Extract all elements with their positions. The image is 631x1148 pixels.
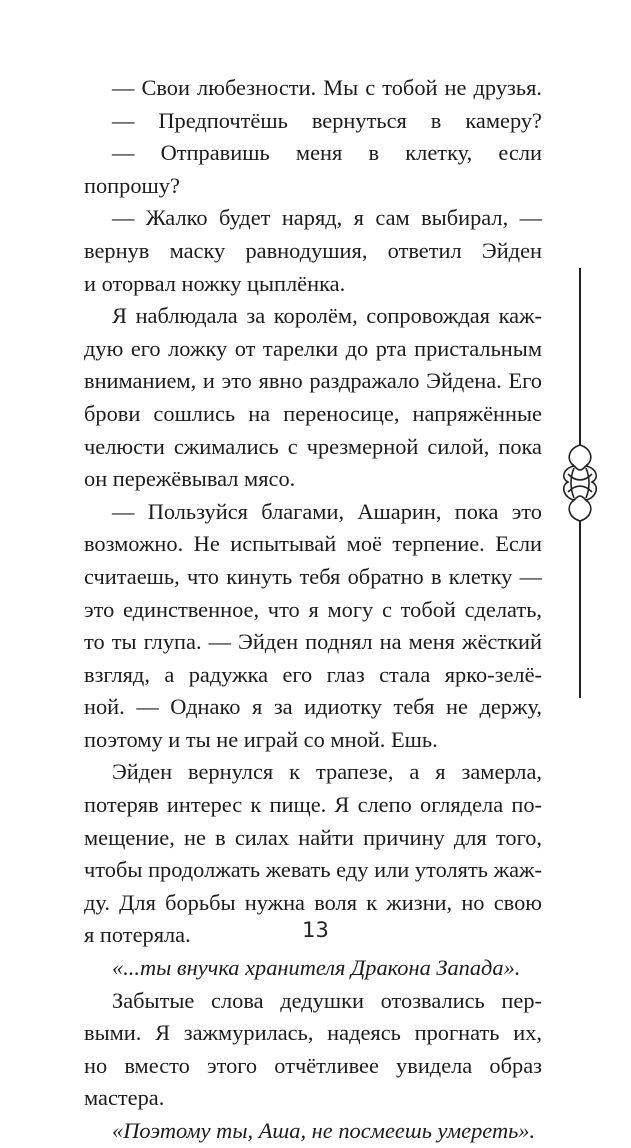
text-line: — Свои любезности. Мы с тобой не друзья. (112, 75, 542, 100)
text-line: — Предпочтёшь вернуться в камеру? (112, 107, 542, 133)
text-line: это единственное, что я могу с тобой сделать, (84, 596, 542, 622)
text-line: ду. Для борьбы нужна воля к жизни, но свою (84, 889, 542, 915)
text-line: взгляд, а радужка его глаз стала ярко-зелё- (84, 661, 542, 687)
text-line: поэтому и ты не играй со мной. Ешь. (84, 726, 438, 752)
text-line: дую его ложку от тарелки до рта пристальным (84, 335, 542, 361)
text-line: Я наблюдала за королём, сопровождая каж- (112, 303, 542, 329)
text-line: брови сошлись на переносице, напряжённые (84, 400, 542, 426)
page-body-text (84, 72, 542, 1148)
text-line: — Отправишь меня в клетку, если (112, 140, 542, 166)
text-line: я потеряла. (84, 922, 191, 948)
text-line: челюсти сжимались с чрезмерной силой, пока (84, 433, 542, 459)
text-line: Забытые слова дедушки отозвались пер- (112, 987, 542, 1013)
text-line: вниманием, и это явно раздражало Эйдена. Его (84, 368, 542, 394)
text-line: возможно. Не испытывай моё терпение. Если (84, 531, 542, 557)
text-line: — Жалко будет наряд, я сам выбирал, — (112, 205, 542, 231)
text-line: — Пользуйся благами, Ашарин, пока это (112, 498, 542, 524)
text-line: попрошу? (84, 172, 180, 198)
text-line: считаешь, что кинуть тебя обратно в клетку — (84, 563, 542, 589)
text-line-italic: «...ты внучка хранителя Дракона Запада». (112, 955, 521, 981)
text-line: выми. Я зажмурилась, надеясь прогнать их, (84, 1020, 542, 1046)
text-line: и оторвал ножку цыплёнка. (84, 270, 346, 296)
text-line-italic: «Поэтому ты, Аша, не посмеешь умереть». (112, 1118, 536, 1143)
page-number: 13 (302, 918, 329, 942)
text-line: то ты глупа. — Эйден поднял на меня жёсткий (84, 629, 542, 655)
text-line: он пережёвывал мясо. (84, 466, 296, 492)
knot-ornament-icon (558, 268, 602, 698)
text-line: ной. — Однако я за идиотку тебя не держу, (84, 694, 542, 720)
text-line: Эйден вернулся к трапезе, а я замерла, (112, 759, 542, 785)
text-line: вернув маску равнодушия, ответил Эйден (84, 237, 542, 263)
text-line: мастера. (84, 1085, 165, 1111)
text-line: потеряв интерес к пище. Я слепо оглядела по- (84, 792, 542, 818)
text-line: но вместо этого отчётливее увидела образ (84, 1052, 542, 1078)
text-line: чтобы продолжать жевать еду или утолять жаж- (84, 857, 542, 883)
text-line: мещение, не в силах найти причину для того, (84, 824, 542, 850)
